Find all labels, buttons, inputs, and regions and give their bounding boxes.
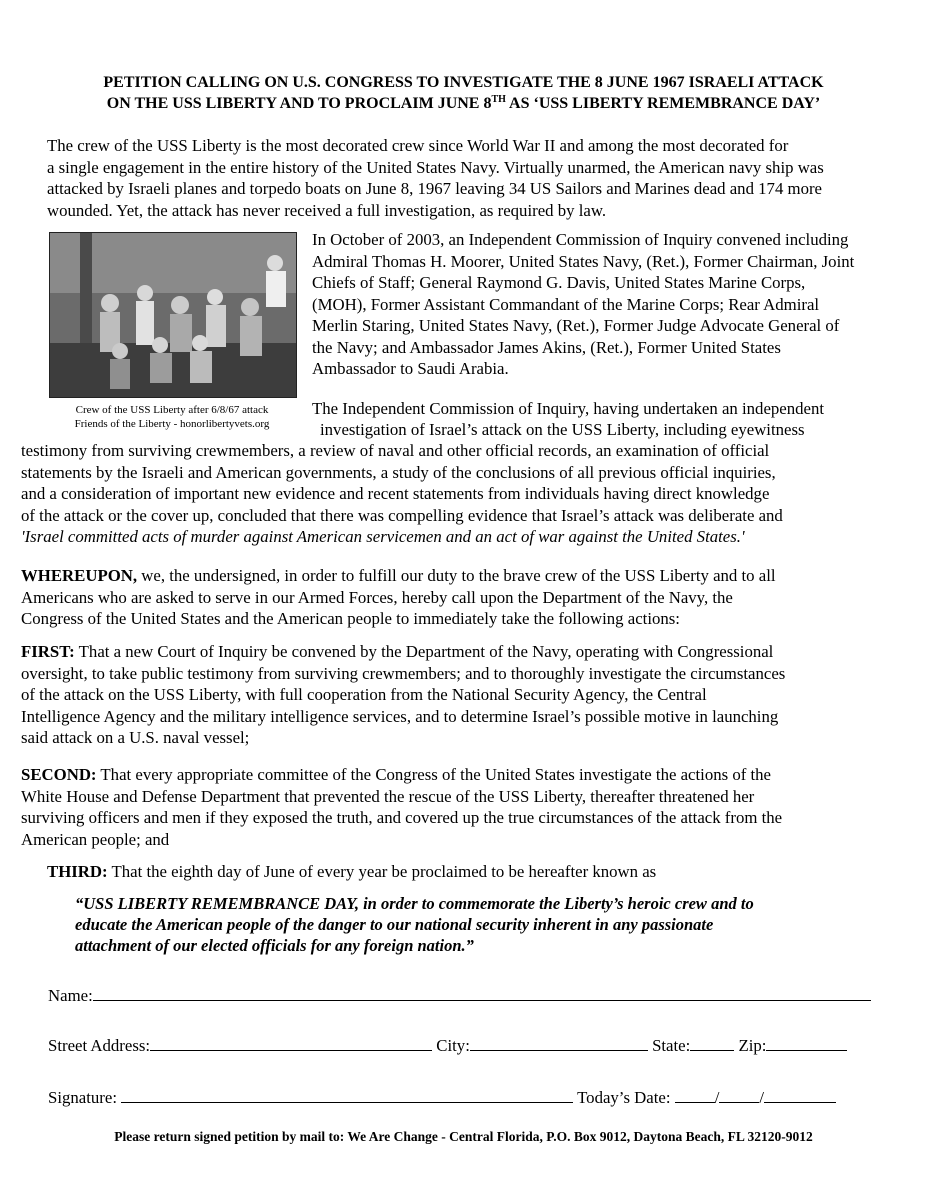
commission-line: Chiefs of Staff; General Raymond G. Davis, United States Marine Corps, <box>312 273 806 292</box>
third-label: THIRD: <box>47 862 108 881</box>
zip-field[interactable] <box>766 1033 847 1051</box>
street-label: Street Address: <box>48 1036 151 1055</box>
findings-line: of the attack or the cover up, concluded that there was compelling evidence that Israel’s attack was deliberate and <box>21 505 783 525</box>
findings-line: The Independent Commission of Inquiry, having undertaken an independent <box>312 399 825 418</box>
signature-label: Signature: <box>48 1088 117 1107</box>
second-line <box>21 764 782 786</box>
commission-line: Admiral Thomas H. Moorer, United States Navy, (Ret.), Former Chairman, Joint <box>312 251 855 271</box>
findings-quote: 'Israel committed acts of murder against American servicemen and an act of war against the United States.' <box>21 527 745 546</box>
crew-photo-image <box>50 233 296 397</box>
state-field[interactable] <box>690 1033 734 1051</box>
third-text: That the eighth day of June of every year be proclaimed to be hereafter known as <box>107 862 657 881</box>
whereupon-paragraph <box>21 565 776 630</box>
date-separator: / <box>759 1088 765 1107</box>
second-text: That every appropriate committee of the Congress of the United States investigate the actions of the <box>96 765 772 784</box>
second-line: surviving officers and men if they exposed the truth, and covered up the true circumstances of the attack from the <box>21 808 783 827</box>
date-label: Today’s Date: <box>577 1088 671 1107</box>
commission-line: (MOH), Former Assistant Commandant of the Marine Corps; Rear Admiral <box>312 294 820 314</box>
whereupon-line: Congress of the United States and the American people to immediately take the following actions: <box>21 609 680 628</box>
name-label: Name: <box>48 986 93 1005</box>
intro-line: wounded. Yet, the attack has never received a full investigation, as required by law. <box>47 200 607 220</box>
title-line-2 <box>20 93 907 114</box>
first-line: said attack on a U.S. naval vessel; <box>21 728 250 747</box>
street-field[interactable] <box>150 1033 432 1051</box>
whereupon-line <box>21 565 776 587</box>
commission-line: In October of 2003, an Independent Commission of Inquiry convened including <box>312 230 849 249</box>
title-line-2-end: AS ‘USS LIBERTY REMEMBRANCE DAY’ <box>505 95 821 112</box>
crew-photo <box>49 232 297 398</box>
title-superscript: TH <box>491 94 506 105</box>
photo-caption <box>49 403 295 431</box>
commission-line: the Navy; and Ambassador James Akins, (Ret.), Former United States <box>312 337 781 357</box>
second-paragraph <box>21 764 782 850</box>
first-text: That a new Court of Inquiry be convened by the Department of the Navy, operating with Congressional <box>74 642 774 661</box>
intro-line: attacked by Israeli planes and torpedo boats on June 8, 1967 leaving 34 US Sailors and Marines dead and 174 more <box>47 179 823 198</box>
findings-line: statements by the Israeli and American governments, a study of the conclusions of all previous official inquiries, <box>21 462 776 482</box>
title-line-2-start: ON THE USS LIBERTY AND TO PROCLAIM JUNE 8 <box>106 95 492 112</box>
first-paragraph <box>21 641 785 749</box>
proclamation-line: “USS LIBERTY REMEMBRANCE DAY, in order to commemorate the Liberty’s heroic crew and to <box>75 894 754 913</box>
signature-row <box>48 1085 836 1108</box>
first-line: Intelligence Agency and the military intelligence services, and to determine Israel’s possible motive in launching <box>21 706 779 726</box>
address-row <box>48 1033 847 1056</box>
third-paragraph <box>47 861 656 883</box>
mailing-instructions: Please return signed petition by mail to: We Are Change - Central Florida, P.O. Box 9012, Daytona Beach, FL 32120-9012 <box>114 1129 813 1144</box>
first-label: FIRST: <box>21 642 75 661</box>
signature-field[interactable] <box>121 1085 573 1103</box>
zip-label: Zip: <box>738 1036 767 1055</box>
date-year-field[interactable] <box>764 1085 836 1103</box>
findings-line: and a consideration of important new evidence and recent statements from individuals having direct knowledge <box>21 484 770 503</box>
date-separator: / <box>714 1088 720 1107</box>
name-row <box>48 983 871 1006</box>
findings-line: investigation of Israel’s attack on the USS Liberty, including eyewitness <box>320 420 805 439</box>
city-field[interactable] <box>470 1033 648 1051</box>
commission-line: Ambassador to Saudi Arabia. <box>312 359 509 378</box>
first-line: oversight, to take public testimony from surviving crewmembers; and to thoroughly investigate the circumstances <box>21 663 786 683</box>
intro-paragraph <box>47 135 824 221</box>
second-line: American people; and <box>21 829 170 849</box>
caption-line-1: Crew of the USS Liberty after 6/8/67 attack <box>75 404 269 416</box>
first-line <box>21 641 785 663</box>
findings-line: testimony from surviving crewmembers, a review of naval and other official records, an examination of official <box>21 441 770 460</box>
second-line: White House and Defense Department that prevented the rescue of the USS Liberty, thereafter threatened her <box>21 786 755 806</box>
caption-line-2: Friends of the Liberty - honorlibertyvets.org <box>74 418 270 430</box>
second-label: SECOND: <box>21 765 97 784</box>
proclamation-line: educate the American people of the danger to our national security inherent in any passionate <box>75 915 714 934</box>
whereupon-line: Americans who are asked to serve in our Armed Forces, hereby call upon the Department of the Navy, the <box>21 587 733 607</box>
date-day-field[interactable] <box>719 1085 759 1103</box>
title-line-1: PETITION CALLING ON U.S. CONGRESS TO INVESTIGATE THE 8 JUNE 1967 ISRAELI ATTACK <box>103 74 824 91</box>
commission-line: Merlin Staring, United States Navy, (Ret.), Former Judge Advocate General of <box>312 316 840 335</box>
petition-title <box>20 72 907 114</box>
city-label: City: <box>436 1036 470 1055</box>
proclamation-line: attachment of our elected officials for any foreign nation.” <box>75 936 474 955</box>
intro-line: a single engagement in the entire history of the United States Navy. Virtually unarmed, the American navy ship was <box>47 157 824 177</box>
intro-line: The crew of the USS Liberty is the most decorated crew since World War II and among the most decorated for <box>47 136 789 155</box>
commission-paragraph <box>312 229 854 380</box>
whereupon-label: WHEREUPON, <box>21 566 138 585</box>
state-label: State: <box>652 1036 691 1055</box>
name-field[interactable] <box>93 983 871 1001</box>
first-line: of the attack on the USS Liberty, with full cooperation from the National Security Agency, the Central <box>21 685 707 704</box>
findings-continued <box>21 440 783 548</box>
date-month-field[interactable] <box>675 1085 715 1103</box>
proclamation <box>75 893 754 956</box>
whereupon-text: we, the undersigned, in order to fulfill our duty to the brave crew of the USS Liberty and to all <box>137 566 776 585</box>
